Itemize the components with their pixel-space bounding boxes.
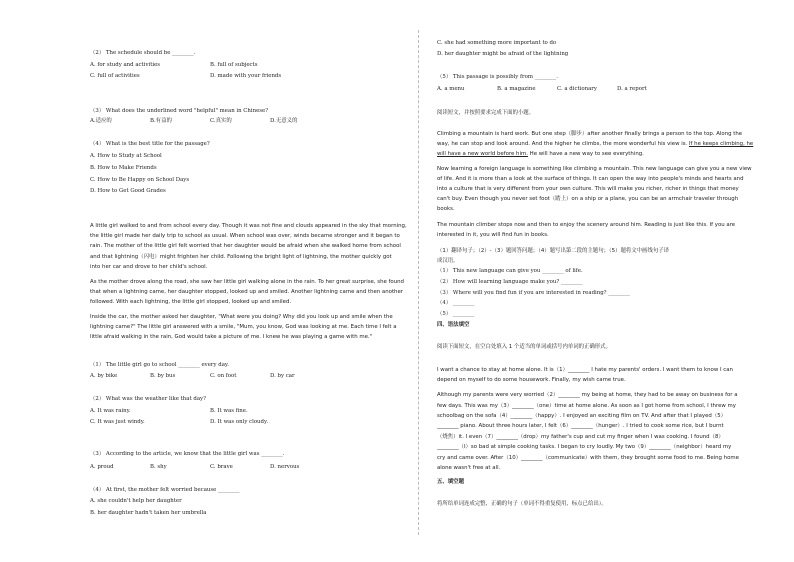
- question-stem: （4） At first, the mother felt worried because ________: [90, 487, 240, 493]
- grammar-line: depend on myself to do some housework. Finally, my wish came true.: [437, 377, 626, 383]
- passage-line: lightning came?" The little girl answered with a smile, "Mum, you know, God was looking at me. Each time I felt a: [90, 324, 397, 330]
- task-item: （3） Where will you find fun if you are interested in reading? ________: [437, 290, 630, 296]
- question-stem: （3） What does the underlined word "helpful" mean in Chinese?: [90, 108, 269, 114]
- option-d: D. a report: [617, 86, 647, 92]
- underlined-sentence: If he keeps climbing, he: [688, 141, 754, 147]
- option-b: B. by bus: [150, 373, 176, 379]
- option-b: B. her daughter hadn't taken her umbrella: [90, 510, 207, 516]
- question-stem: （1） The little girl go to school ________ every day.: [90, 362, 229, 368]
- passage-line: The mountain climber stops now and then to enjoy the scenery around him. Reading is just like this. If you are: [437, 222, 736, 228]
- grammar-line: cry and came over. After（10）________（communicate）with them, they brought some food to me. Being home: [437, 455, 739, 461]
- option-c: C. brave: [210, 464, 233, 470]
- option-c: C. How to Be Happy on School Days: [90, 177, 190, 183]
- option-b: B. full of subjects: [210, 62, 258, 68]
- section-instruction: 将所给单词连成完整、正确的句子（单词不得重复使用，标点已给出）。: [437, 501, 607, 507]
- passage-line: that when a lightning came, her daughter stopped, looked up and smiled. Another lightning came and then another: [90, 289, 404, 295]
- passage-text: He will have a new way to see everything.: [529, 151, 644, 157]
- option-a: A. proud: [90, 464, 114, 470]
- grammar-line: schoolbag on the sofa（4）________（happy）. I enjoyed an exciting film on TV. And after that I played（5）: [437, 413, 727, 419]
- passage-line: into her car and drove to her child's school.: [90, 264, 208, 270]
- passage-line: interested in it, you will find fun in books.: [437, 232, 549, 238]
- passage-text: way, he can stop and look around. And the higher he climbs, the more wonderful his view is.: [437, 141, 688, 147]
- option-c: C. full of activities: [90, 73, 140, 79]
- question-stem: （2） The schedule should be ________.: [90, 50, 196, 56]
- task-item: （2） How will learning language make you? ________: [437, 279, 583, 285]
- section-heading: 五、填空题: [437, 479, 464, 485]
- column-divider: [418, 30, 419, 535]
- passage-line: of life. And it is more than a look at the surface of things. It can open the way into people's minds and hearts and: [437, 176, 744, 182]
- option-d: D. How to Get Good Grades: [90, 188, 166, 194]
- option-d: D. made with your friends: [210, 73, 282, 79]
- passage-line: As the mother drove along the road, she saw her little girl walking alone in the rain. To her great surprise, she found: [90, 279, 404, 285]
- option-d: D. It was only cloudy.: [210, 419, 269, 425]
- passage-line: followed. With each lightning, the little girl stopped, looked up and smiled.: [90, 299, 292, 305]
- grammar-line: alone wasn't free at all.: [437, 465, 501, 471]
- task-item: （4） ________: [437, 300, 475, 306]
- question-stem: （3） According to the article, we know that the little girl was ________.: [90, 451, 285, 457]
- option-a: A.适应的: [90, 118, 112, 124]
- passage-line: Now learning a foreign language is something like climbing a mountain. This new language can give you a new view: [437, 166, 752, 172]
- grammar-line: （烧焦）it. I even（7）________（drop）my father's cup and cut my finger when I was cooking. I found（8）: [437, 434, 724, 440]
- passage-line: into a culture that is very different from your own culture. This will make you richer, richer in things that money: [437, 186, 739, 192]
- option-d: D. her daughter might be afraid of the lightning: [437, 51, 569, 57]
- option-a: A. for study and activities: [90, 62, 161, 68]
- option-a: A. she couldn't help her daughter: [90, 498, 182, 504]
- grammar-line: I want a chance to stay at home alone. It is（1）________ I hate my parents' orders. I want them to know I can: [437, 367, 733, 373]
- passage-line: can't buy. Even though you never set foot（踏上）on a ship or a plane, you can be an armchair traveler through: [437, 196, 739, 202]
- option-a: A. It was rainy.: [90, 408, 131, 414]
- question-stem: （2） What was the weather like that day?: [90, 396, 206, 402]
- passage-line: the little girl made her daily trip to school as usual. When school was over, winds became stronger and it began to: [90, 233, 400, 239]
- option-b: B.有益的: [150, 118, 172, 124]
- grammar-line: few days. This was my（3）________（one）time at home alone. As soon as I got home from school, I threw my: [437, 403, 736, 409]
- option-b: B. shy: [150, 464, 167, 470]
- option-c: C. on foot: [210, 373, 237, 379]
- option-b: B. How to Make Friends: [90, 165, 157, 171]
- task-instruction: （1）翻译句子；（2）-（3）题回答问题；（4）题写出第二段的主题句；（5）题将文中画线句子译: [437, 248, 670, 254]
- question-stem: （5） This passage is possibly from ________.: [437, 74, 558, 80]
- instruction: 阅读短文，并按照要求完成下面的小题。: [437, 110, 535, 116]
- underlined-sentence: will have a new world before him.: [437, 151, 528, 157]
- section-heading: 四、语法填空: [437, 322, 470, 328]
- passage-line: and that lightning（闪电）might frighten her child. Following the bright light of lightning, the mother quickly got: [90, 254, 392, 260]
- option-d: D. by car: [270, 373, 295, 379]
- section-instruction: 阅读下面短文，在空白处填入 1 个适当的单词或括号内单词的正确形式。: [437, 344, 611, 350]
- grammar-line: ________（I）so bad at simple cooking tasks. I began to cry loudly. My two（9）________（neighbor）heard my: [437, 444, 732, 450]
- passage-line: [437, 151, 644, 158]
- passage-line: A little girl walked to and from school every day. Though it was not fine and clouds appeared in the sky that morning,: [90, 223, 407, 229]
- option-b: B. It was fine.: [210, 408, 248, 414]
- question-stem: （4） What is the best title for the passage?: [90, 141, 210, 147]
- option-a: A. by bike: [90, 373, 118, 379]
- passage-line: little afraid walking in the rain, God would take a picture of me. I knew he was playing a game with me.": [90, 334, 373, 340]
- passage-line: [437, 141, 753, 148]
- option-d: D. nervous: [270, 464, 300, 470]
- option-d: D.无意义的: [270, 118, 298, 124]
- passage-line: rain. The mother of the little girl felt worried that her daughter would be afraid when she walked home from school: [90, 243, 401, 249]
- option-c: C. a dictionary: [557, 86, 597, 92]
- option-a: A. a menu: [437, 86, 465, 92]
- option-c: C. she had something more important to do: [437, 40, 557, 46]
- option-b: B. a magazine: [497, 86, 536, 92]
- task-instruction: 成汉语。: [437, 258, 459, 264]
- option-c: C.真实的: [210, 118, 232, 124]
- passage-line: Inside the car, the mother asked her daughter, "What were you doing? Why did you look up and smile when the: [90, 314, 393, 320]
- task-item: （1） This new language can give you ________ of life.: [437, 268, 583, 274]
- passage-line: books.: [437, 206, 455, 212]
- passage-line: Climbing a mountain is hard work. But one step（脚步）after another finally brings a person to the top. Along the: [437, 131, 743, 137]
- option-a: A. How to Study at School: [90, 153, 162, 159]
- grammar-line: Although my parents were very worried（2）________ my being at home, they had to be away on business for a: [437, 392, 738, 398]
- option-c: C. It was just windy.: [90, 419, 145, 425]
- grammar-line: ________ piano. About three hours later, I felt（6）________（hunger）. I tried to cook some rice, but I burnt: [437, 423, 724, 429]
- task-item: （5） ________: [437, 311, 475, 317]
